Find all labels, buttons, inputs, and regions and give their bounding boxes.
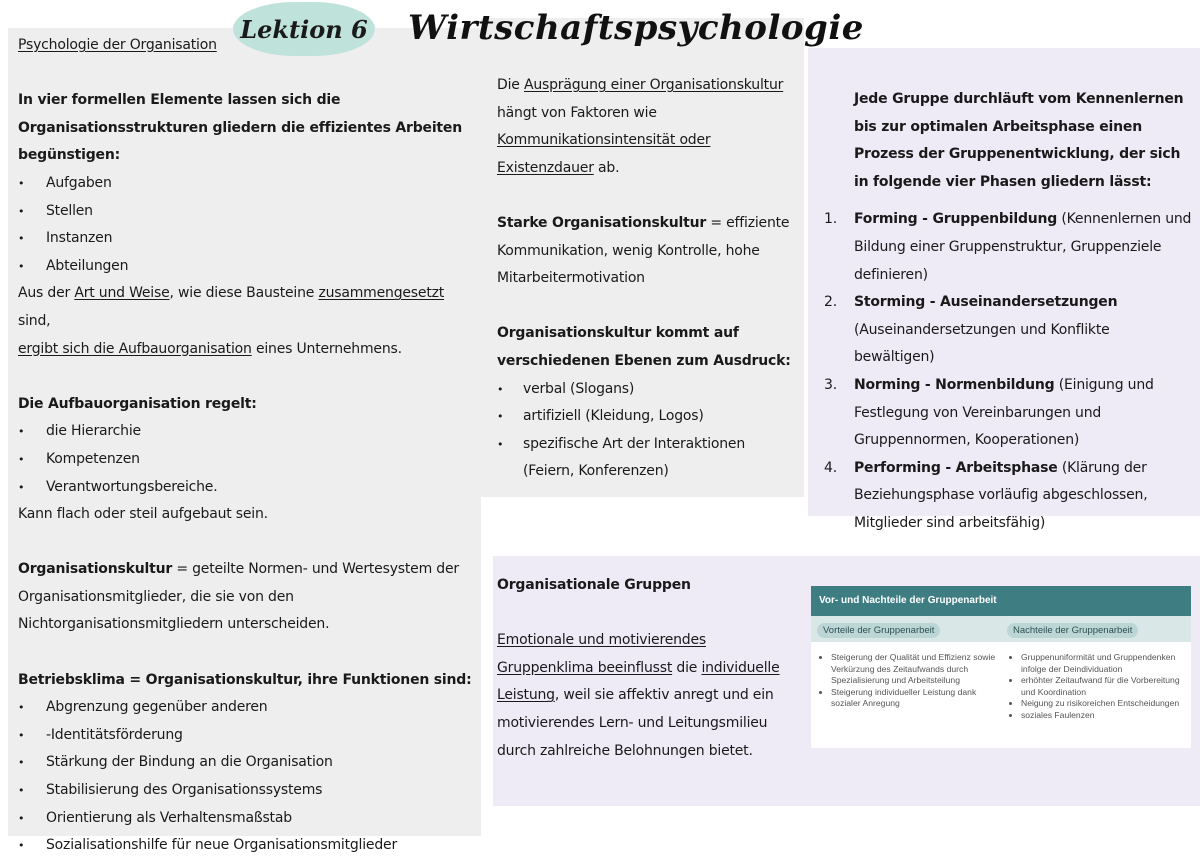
definition: = effiziente Kommunikation, wenig Kontrolle, hohe Mitarbeitermotivation (497, 214, 790, 287)
list-item: • Instanzen (18, 225, 473, 253)
list-item: • Kompetenzen (18, 446, 473, 474)
list-item: • verbal (Slogans) (497, 376, 797, 404)
list-item: • Verantwortungsbereiche. (18, 474, 473, 502)
pros-list (811, 652, 1001, 710)
cons-header: Nachteile der Gruppenarbeit (1007, 623, 1138, 638)
phase-item (824, 289, 1192, 372)
left-content (18, 32, 473, 860)
pros-cons-table (811, 586, 1191, 748)
table-subheader (811, 616, 1191, 642)
aufbau-list (18, 418, 473, 501)
list-item: • Abgrenzung gegenüber anderen (18, 694, 473, 722)
pros-header-cell (811, 620, 1001, 638)
phases-content (824, 86, 1192, 538)
phase-desc: (Auseinandersetzungen und Konflikte bewältigen) (854, 321, 1110, 366)
levels-heading: Organisationskultur kommt auf verschiedenen Ebenen zum Ausdruck: (497, 325, 791, 369)
phase-title: Forming - Gruppenbildung (854, 211, 1058, 228)
phase-number: 1. (824, 211, 837, 228)
con-item: • Neigung zu risikoreichen Entscheidungen (1021, 698, 1187, 710)
section-heading: Psychologie der Organisation (18, 37, 217, 53)
auspraegung-text (497, 72, 797, 182)
list-item: • Sozialisationshilfe für neue Organisationsmitglieder (18, 832, 473, 860)
underlined-text: Art und Weise (74, 285, 170, 302)
levels-list (497, 376, 797, 486)
phase-number: 3. (824, 376, 837, 393)
list-item: • Orientierung als Verhaltensmaßstab (18, 805, 473, 833)
phase-desc: (Einigung und Festlegung von Vereinbarungen und Gruppennormen, Kooperationen) (854, 376, 1154, 449)
definition: = geteilte Normen- und Wertesystem der Organisationsmitglieder, die sie von den Nichtorganisationsmitgliedern unterscheiden. (18, 561, 459, 633)
pros-header: Vorteile der Gruppenarbeit (817, 623, 940, 638)
pros-column (811, 652, 1001, 721)
phase-title: Storming - Auseinandersetzungen (854, 294, 1118, 311)
text-span: eines Unternehmens. (251, 340, 402, 357)
intro-text: In vier formellen Elemente lassen sich die Organisationsstrukturen gliedern die effizientes Arbeiten begünstigen: (18, 92, 462, 164)
underlined-text: Kommunikationsintensität oder Existenzdauer (497, 132, 711, 176)
list-item: • Aufgaben (18, 170, 473, 198)
underlined-text: zusammengesetzt (318, 285, 445, 302)
con-item: • erhöhter Zeitaufwand für die Vorbereitung und Koordination (1021, 675, 1187, 698)
list-item: • Abteilungen (18, 253, 473, 281)
groups-content (497, 572, 787, 765)
term: Organisationskultur (18, 561, 173, 578)
underlined-text: Ausprägung einer Organisationskultur (523, 77, 784, 93)
text-span: , wie diese Bausteine (169, 285, 319, 302)
phase-item (824, 206, 1192, 289)
text-span: sind, (18, 312, 51, 329)
pro-item: • Steigerung der Qualität und Effizienz sowie Verkürzung des Zeitaufwands durch Spezialisierung und Arbeitsteilung (831, 652, 997, 687)
strong-culture-text (497, 210, 797, 293)
cons-header-cell (1001, 620, 1191, 638)
list-item: • -Identitätsförderung (18, 722, 473, 750)
cons-list (1001, 652, 1191, 721)
phases-list (824, 206, 1192, 537)
text-span: Die (497, 77, 524, 93)
phase-item (824, 372, 1192, 455)
klima-list (18, 694, 473, 860)
underlined-text: individuelle Leistung (497, 659, 780, 704)
con-item: • Gruppenuniformität und Gruppendenken infolge der Deindividuation (1021, 652, 1187, 675)
phase-desc: (Kennenlernen und Bildung einer Gruppenstruktur, Gruppenziele definieren) (854, 211, 1192, 283)
phase-title: Norming - Normenbildung (854, 376, 1055, 393)
aufbau-heading: Die Aufbauorganisation regelt: (18, 395, 257, 412)
kultur-definition (18, 556, 473, 639)
phases-intro: Jede Gruppe durchläuft vom Kennenlernen bis zur optimalen Arbeitsphase einen Prozess der Gruppenentwicklung, der sich in folgende vier Phasen gliedern lässt: (854, 91, 1184, 190)
underlined-text: Emotionale und motivierendes Gruppenklima beeinflusst (497, 632, 706, 676)
cons-column (1001, 652, 1191, 721)
list-item: • Stärkung der Bindung an die Organisation (18, 749, 473, 777)
phase-item (824, 455, 1192, 538)
phase-title: Performing - Arbeitsphase (854, 459, 1058, 476)
text-span: die (672, 659, 702, 676)
text-span: ab. (593, 159, 620, 176)
list-item: • spezifische Art der Interaktionen (Feiern, Konferenzen) (497, 431, 797, 486)
table-body (811, 642, 1191, 721)
term: Starke Organisationskultur (497, 214, 707, 231)
text-span: Aus der (18, 285, 75, 302)
underlined-text: ergibt sich die Aufbauorganisation (18, 340, 252, 357)
pro-item: • Steigerung individueller Leistung dank sozialer Anregung (831, 687, 997, 710)
list-item: • Stabilisierung des Organisationssystems (18, 777, 473, 805)
phase-desc: (Klärung der Beziehungsphase vorläufig abgeschlossen, Mitglieder sind arbeitsfähig) (854, 459, 1148, 531)
con-item: • soziales Faulenzen (1021, 710, 1187, 722)
list-item: • Stellen (18, 198, 473, 226)
groups-heading: Organisationale Gruppen (497, 577, 691, 593)
klima-heading: Betriebsklima = Organisationskultur, ihre Funktionen sind: (18, 671, 472, 688)
art-text (18, 280, 473, 363)
page-title: Wirtschaftspsychologie (408, 8, 864, 48)
text-span: hängt von Faktoren wie (497, 104, 657, 121)
phase-number: 2. (824, 294, 837, 311)
phase-number: 4. (824, 459, 837, 476)
aufbau-note: Kann flach oder steil aufgebaut sein. (18, 506, 268, 523)
text-span: , weil sie affektiv anregt und ein motivierendes Lern- und Leitungsmilieu durch zahlreiche Belohnungen bietet. (497, 687, 774, 759)
groups-text (497, 627, 787, 765)
list-item: • artifiziell (Kleidung, Logos) (497, 403, 797, 431)
list-item: • die Hierarchie (18, 418, 473, 446)
table-title: Vor- und Nachteile der Gruppenarbeit (811, 586, 1191, 616)
middle-content (497, 72, 797, 486)
lesson-label: Lektion 6 (240, 14, 368, 44)
elements-list (18, 170, 473, 280)
